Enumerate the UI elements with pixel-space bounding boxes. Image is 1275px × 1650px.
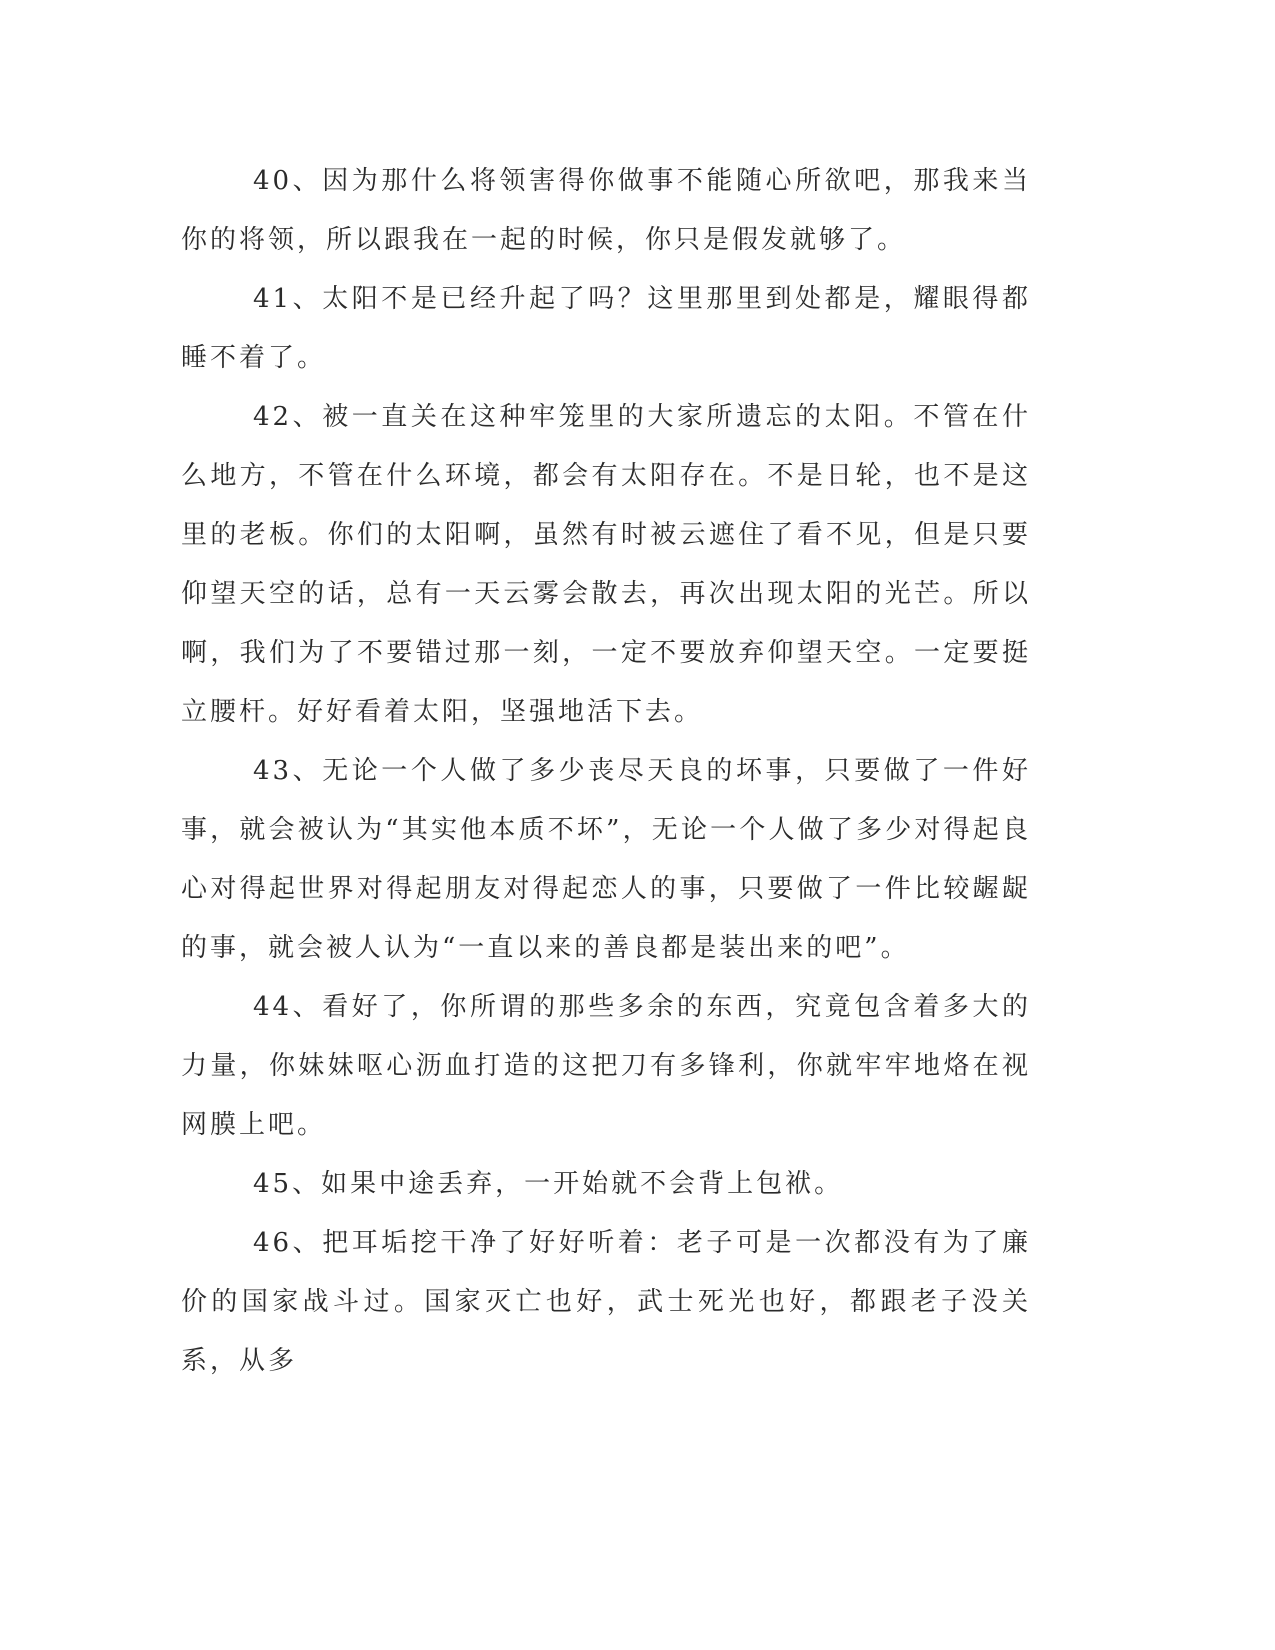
document-body (181, 152, 1031, 1391)
paragraph-40: 40、因为那什么将领害得你做事不能随心所欲吧，那我来当你的将领，所以跟我在一起的时候，你只是假发就够了。 (181, 166, 1031, 255)
paragraph-42: 42、被一直关在这种牢笼里的大家所遗忘的太阳。不管在什么地方，不管在什么环境，都会有太阳存在。不是日轮，也不是这里的老板。你们的太阳啊，虽然有时被云遮住了看不见，但是只要仰望天空的话，总有一天云雾会散去，再次出现太阳的光芒。所以啊，我们为了不要错过那一刻，一定不要放弃仰望天空。一定要挺立腰杆。好好看着太阳，坚强地活下去。 (181, 402, 1031, 727)
paragraph-44: 44、看好了，你所谓的那些多余的东西，究竟包含着多大的力量，你妹妹呕心沥血打造的这把刀有多锋利，你就牢牢地烙在视网膜上吧。 (181, 992, 1031, 1140)
paragraph-43: 43、无论一个人做了多少丧尽天良的坏事，只要做了一件好事，就会被认为“其实他本质不坏”，无论一个人做了多少对得起良心对得起世界对得起朋友对得起恋人的事，只要做了一件比较龌龊的事，就会被人认为“一直以来的善良都是装出来的吧”。 (181, 756, 1031, 963)
paragraph-46: 46、把耳垢挖干净了好好听着：老子可是一次都没有为了廉价的国家战斗过。国家灭亡也好，武士死光也好，都跟老子没关系，从多 (181, 1228, 1031, 1376)
paragraph-41: 41、太阳不是已经升起了吗？这里那里到处都是，耀眼得都睡不着了。 (181, 284, 1031, 373)
paragraph-45: 45、如果中途丢弃，一开始就不会背上包袱。 (253, 1169, 844, 1199)
